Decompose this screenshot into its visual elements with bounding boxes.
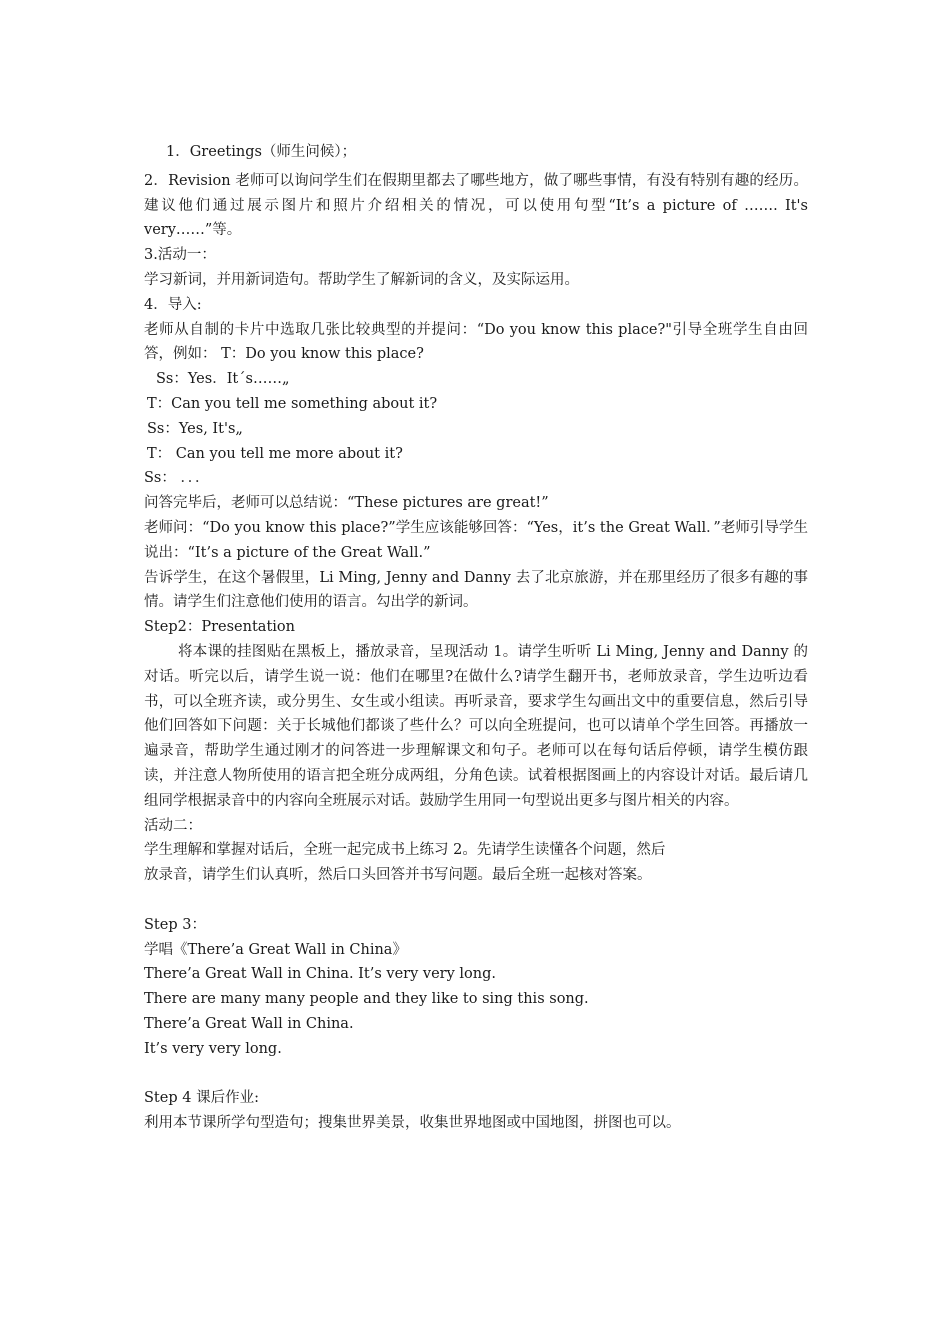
song-lyric-2: There are many many people and they like to sing this song. [144,991,589,1008]
step2-heading: Step2：Presentation [144,619,295,636]
step4-heading: Step 4 课后作业: [144,1090,259,1107]
revision-paragraph: 2．Revision 老师可以询问学生们在假期里都去了哪些地方，做了哪些事情，有没有特别有趣的经历。建议他们通过展示图片和照片介绍相关的情况，可以使用句型“It’s a picture of ……. It's very……”等。 [144,172,808,239]
lead-in-heading: 4．导入: [144,296,202,313]
document-page [144,140,808,1136]
homework-line: 利用本节课所学句型造句；搜集世界美景，收集世界地图或中国地图，拼图也可以。 [144,1115,681,1132]
song-lyric-1: There’a Great Wall in China. It’s very very long. [144,966,496,983]
dialogue-line-ss-2: Ss：Yes, It's„ [147,420,243,437]
step3-heading: Step 3： [144,916,206,933]
lead-in-paragraph: 老师从自制的卡片中选取几张比较典型的并提问：“Do you know this place?"引导全班学生自由回答，例如： T：Do you know this place? [144,321,808,363]
teacher-question-paragraph: 老师问：“Do you know this place?”学生应该能够回答：“Yes，it’s the Great Wall．”老师引导学生说出：“It’s a picture of the Great Wall.” [144,519,808,561]
dialogue-line-t-1: T：Can you tell me something about it? [147,395,438,412]
dialogue-line-ss-3: Ss： ．．． [144,470,210,487]
song-title-line: 学唱《There’a Great Wall in China》 [144,941,407,958]
presentation-paragraph: 将本课的挂图贴在黑板上，播放录音，呈现活动 1。请学生听听 Li Ming, Jenny and Danny 的对话。听完以后，请学生说一说：他们在哪里?在做什么?请学生翻开书，老师放录音，学生边听边看书，可以全班齐读，或分男生、女生或小组读。再听录音，要求学生勾画出文中的重要信息，然后引导他们回答如下问题：关于长城他们都谈了些什么？可以向全班提问，也可以请单个学生回答。再播放一遍录音，帮助学生通过刚才的问答进一步理解课文和句子。老师可以在每句话后停顿，请学生模仿跟读，并注意人物所使用的语言把全班分成两组，分角色读。试着根据图画上的内容设计对话。最后请几组同学根据录音中的内容向全班展示对话。鼓励学生用同一句型说出更多与图片相关的内容。 [144,643,808,809]
activity-two-line-1: 学生理解和掌握对话后，全班一起完成书上练习 2。先请学生读懂各个问题，然后 [144,842,666,859]
song-lyric-4: It’s very very long. [144,1040,282,1057]
summary-line: 问答完毕后，老师可以总结说：“These pictures are great!” [144,495,549,512]
greetings-line: 1．Greetings（师生问候）； [166,144,357,160]
activity-one-heading: 3.活动一： [144,247,216,264]
story-intro-paragraph: 告诉学生，在这个暑假里，Li Ming, Jenny and Danny 去了北京旅游，并在那里经历了很多有趣的事情。请学生们注意他们使用的语言。勾出学的新词。 [144,569,808,611]
dialogue-line-ss-1: Ss：Yes．It´s……„ [156,371,290,388]
activity-one-text: 学习新词，并用新词造句。帮助学生了解新词的含义，及实际运用。 [144,271,579,288]
song-lyric-3: There’a Great Wall in China. [144,1015,354,1032]
activity-two-heading: 活动二： [144,817,202,834]
spacer [144,1061,808,1086]
dialogue-line-t-2: T： Can you tell me more about it? [147,445,403,462]
spacer [144,888,808,913]
activity-two-line-2: 放录音，请学生们认真听，然后口头回答并书写问题。最后全班一起核对答案。 [144,867,652,884]
